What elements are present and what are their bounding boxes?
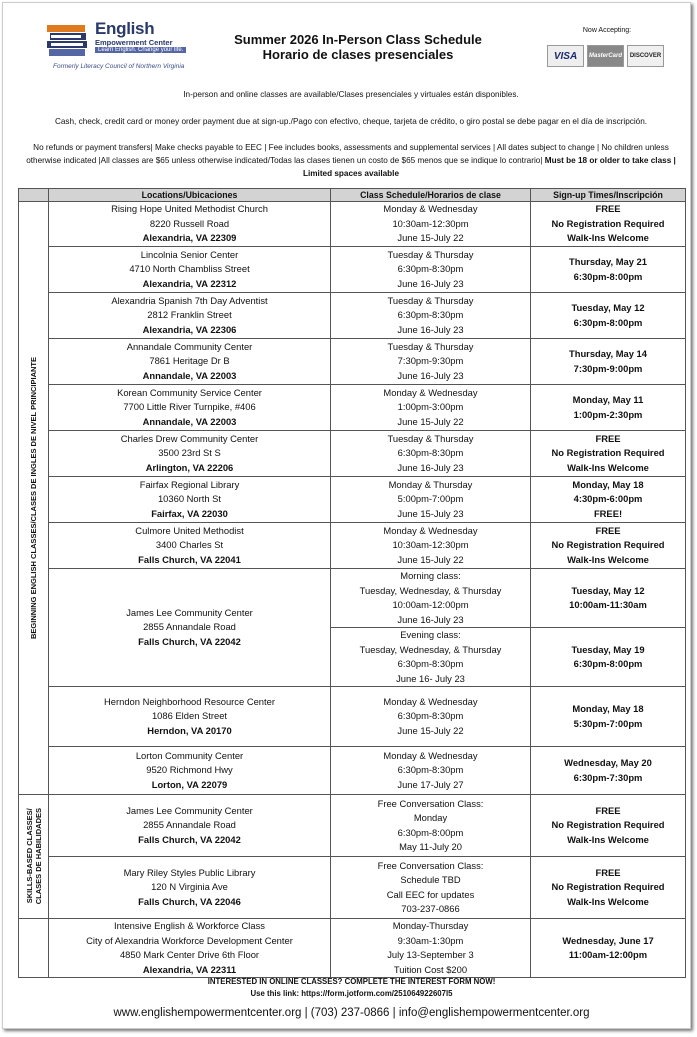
- schedule-cell-line: Morning class:: [400, 570, 461, 581]
- header-blank: [19, 189, 49, 202]
- location-cell-line: James Lee Community Center: [126, 804, 253, 816]
- signup-cell: [531, 523, 686, 569]
- flyer-page: [2, 2, 691, 1029]
- location-cell: [49, 202, 331, 247]
- location-cell-line: Annandale Community Center: [126, 340, 253, 352]
- header-locations: Locations/Ubicaciones: [49, 189, 331, 202]
- section-skills-label: [25, 808, 43, 904]
- signup-cell-line: FREE: [595, 524, 621, 536]
- signup-cell-line: Walk-Ins Welcome: [567, 553, 649, 565]
- location-cell-line: 4850 Mark Center Drive 6th Floor: [119, 949, 260, 960]
- schedule-cell-line: June 16-July 23: [397, 277, 464, 289]
- location-cell-line: 120 N Virginia Ave: [151, 881, 228, 893]
- table-row: [19, 795, 686, 857]
- schedule-cell-line: 6:30pm-8:30pm: [397, 658, 464, 669]
- location-cell-line: James Lee Community Center: [126, 606, 253, 618]
- payment-note: Cash, check, credit card or money order payment due at sign-up./Pago con efectivo, cheque, tarjeta de crédito, o giro postal se debe pagar en el día de inscripción.: [54, 117, 648, 126]
- policy-text: No refunds or payment transfers| Make checks payable to EEC | Fee includes books, assessments and supplemental services | All dates subject to change | No children unless otherwise indicated |All classes are $65 unless otherwise indicated/Todas las clases tienen un costo de $65 menos que se indique lo contrario|: [26, 143, 669, 165]
- schedule-cell-line: Schedule TBD: [400, 874, 461, 885]
- signup-cell-line: FREE: [595, 432, 621, 444]
- location-cell-line: Fairfax Regional Library: [139, 478, 240, 490]
- location-cell: [49, 339, 331, 385]
- location-cell-line: Rising Hope United Methodist Church: [111, 203, 268, 215]
- location-cell-line: Alexandria Spanish 7th Day Adventist: [111, 294, 268, 306]
- schedule-cell-line: Monday & Wednesday: [383, 203, 478, 215]
- location-cell-line: Herndon, VA 20170: [147, 724, 232, 736]
- now-accepting-label: Now Accepting:: [582, 27, 632, 34]
- schedule-cell-line: June 16-July 23: [397, 369, 464, 381]
- signup-cell-line: 1:00pm-2:30pm: [573, 408, 643, 420]
- schedule-cell-line: 6:30pm-8:30pm: [397, 263, 464, 275]
- table-row: [19, 523, 686, 569]
- location-cell-line: City of Alexandria Workforce Development Center: [86, 934, 293, 946]
- signup-cell: [531, 747, 686, 795]
- schedule-cell-line: 5:00pm-7:00pm: [397, 493, 464, 505]
- signup-cell-line: 6:30pm-8:00pm: [573, 270, 643, 282]
- schedule-cell: [331, 202, 531, 247]
- signup-cell-line: FREE: [595, 866, 621, 878]
- schedule-cell-line: Tuesday & Thursday: [387, 294, 474, 306]
- schedule-cell: [331, 747, 531, 795]
- schedule-table: [18, 188, 686, 978]
- location-cell: [49, 857, 331, 919]
- location-cell-line: 4710 North Chambliss Street: [129, 263, 250, 275]
- schedule-cell: [331, 628, 531, 687]
- schedule-cell-line: June 17-July 27: [397, 778, 464, 790]
- schedule-cell: [331, 687, 531, 747]
- logo-former-name: Formerly Literacy Council of Northern Virginia: [53, 63, 185, 70]
- signup-cell: [531, 431, 686, 477]
- signup-cell-line: Tuesday, May 12: [571, 302, 645, 313]
- schedule-cell-line: Call EEC for updates: [386, 888, 475, 900]
- table-header-row: [19, 189, 686, 202]
- schedule-cell-line: Free Conversation Class:: [377, 797, 484, 809]
- schedule-cell: [331, 385, 531, 431]
- location-cell-line: Annandale, VA 22003: [142, 415, 237, 427]
- schedule-cell-line: Tuition Cost $200: [393, 963, 468, 975]
- location-cell-line: 2855 Annandale Road: [143, 819, 236, 831]
- location-cell: [49, 477, 331, 523]
- signup-cell-line: Walk-Ins Welcome: [567, 461, 649, 473]
- signup-cell-line: Tuesday, May 12: [571, 584, 645, 596]
- schedule-cell-line: Tuesday & Thursday: [387, 248, 474, 260]
- location-cell-line: Falls Church, VA 22042: [138, 833, 241, 845]
- table-row: [19, 431, 686, 477]
- location-cell-line: Herndon Neighborhood Resource Center: [104, 695, 275, 707]
- signup-cell: [531, 385, 686, 431]
- signup-cell: [531, 919, 686, 978]
- location-cell-line: 7700 Little River Turnpike, #406: [123, 401, 256, 413]
- section-beginning-label: BEGINNING ENGLISH CLASSES/CLASES DE INGLES DE NIVEL PRINCIPIANTE: [29, 357, 38, 639]
- schedule-cell-line: Monday & Wednesday: [383, 749, 478, 761]
- interest-heading: INTERESTED IN ONLINE CLASSES? COMPLETE THE INTEREST FORM NOW!: [207, 977, 496, 986]
- location-cell-line: 8220 Russell Road: [149, 217, 230, 229]
- signup-cell-line: Monday, May 18: [572, 478, 644, 490]
- location-cell-line: Intensive English & Workforce Class: [114, 920, 265, 931]
- title-spanish: Horario de clases presenciales: [262, 47, 454, 62]
- signup-cell-line: 10:00am-11:30am: [569, 599, 647, 610]
- policy-note: [21, 141, 681, 180]
- section-skills-line: CLASES DE HABILIDADES: [33, 808, 43, 905]
- schedule-cell-line: June 16-July 23: [397, 461, 464, 473]
- schedule-cell-line: May 11-July 20: [399, 841, 462, 852]
- schedule-cell-line: 703-237-0866: [401, 903, 460, 914]
- signup-cell-line: No Registration Required: [551, 217, 665, 229]
- signup-cell-line: 6:30pm-8:00pm: [573, 658, 643, 669]
- signup-cell-line: Monday, May 11: [572, 394, 644, 405]
- books-icon: [45, 21, 91, 61]
- signup-cell: [531, 339, 686, 385]
- location-cell-line: Lorton, VA 22079: [151, 778, 228, 790]
- location-cell: [49, 431, 331, 477]
- schedule-cell-line: July 13-September 3: [387, 949, 474, 960]
- table-row: [19, 293, 686, 339]
- logo-title: English: [95, 19, 155, 38]
- table-row: [19, 919, 686, 978]
- signup-cell-line: Walk-Ins Welcome: [567, 895, 649, 907]
- schedule-cell: [331, 431, 531, 477]
- schedule-cell: [331, 247, 531, 293]
- schedule-cell-line: Tuesday & Thursday: [387, 432, 474, 444]
- location-cell-line: 10360 North St: [157, 493, 222, 505]
- schedule-cell-line: June 15-July 22: [397, 724, 464, 736]
- location-cell-line: Falls Church, VA 22046: [138, 895, 241, 907]
- schedule-cell: [331, 293, 531, 339]
- location-cell-line: 2855 Annandale Road: [143, 621, 236, 633]
- schedule-cell-line: Monday & Wednesday: [383, 695, 478, 707]
- signup-cell-line: Walk-Ins Welcome: [567, 833, 649, 845]
- schedule-cell-line: 10:30am-12:30pm: [392, 539, 469, 551]
- online-interest: [18, 976, 685, 1000]
- signup-cell: [531, 477, 686, 523]
- location-cell-line: Lorton Community Center: [135, 749, 244, 761]
- location-cell: [49, 247, 331, 293]
- location-cell-line: Alexandria, VA 22309: [142, 232, 237, 244]
- location-cell-line: Falls Church, VA 22042: [138, 635, 241, 647]
- location-cell-line: Arlington, VA 22206: [145, 461, 234, 473]
- contact-info[interactable]: www.englishempowermentcenter.org | (703) 237-0866 | info@englishempowermentcenter.org: [113, 1007, 590, 1019]
- signup-cell-line: 6:30pm-7:30pm: [573, 771, 643, 783]
- signup-cell-line: 4:30pm-6:00pm: [573, 493, 643, 505]
- signup-cell-line: Thursday, May 14: [569, 348, 647, 359]
- schedule-cell-line: Monday & Wednesday: [383, 524, 478, 536]
- signup-cell-line: No Registration Required: [551, 447, 665, 459]
- location-cell-line: 3400 Charles St: [155, 539, 224, 551]
- location-cell: [49, 523, 331, 569]
- location-cell-line: Fairfax, VA 22030: [151, 507, 228, 519]
- location-cell-line: Culmore United Methodist: [135, 524, 244, 536]
- schedule-cell-line: Evening class:: [400, 629, 461, 640]
- schedule-cell: [331, 857, 531, 919]
- logo-subtitle: Empowerment Center: [95, 38, 173, 47]
- payment-cards: [547, 45, 664, 67]
- schedule-cell: [331, 339, 531, 385]
- location-cell: [49, 747, 331, 795]
- table-row: [19, 339, 686, 385]
- discover-card-icon: DISCOVER: [627, 45, 664, 67]
- policy-text-bold: Must be 18 or older to take class | Limited spaces available: [302, 156, 676, 178]
- signup-cell-line: 11:00am-12:00pm: [568, 949, 648, 960]
- schedule-cell-line: Monday-Thursday: [392, 920, 469, 931]
- schedule-cell: [331, 523, 531, 569]
- location-cell-line: Falls Church, VA 22041: [138, 553, 241, 565]
- schedule-cell-line: 10:30am-12:30pm: [392, 217, 469, 229]
- table-row: [19, 857, 686, 919]
- location-cell: [49, 795, 331, 857]
- schedule-cell-line: Tuesday & Thursday: [387, 340, 474, 352]
- schedule-cell-line: June 16-July 23: [397, 613, 464, 625]
- signup-cell-line: FREE!: [593, 507, 623, 519]
- schedule-cell-line: 9:30am-1:30pm: [397, 934, 464, 946]
- signup-cell: [531, 795, 686, 857]
- location-cell-line: 1086 Elden Street: [151, 710, 228, 722]
- schedule-cell-line: 1:00pm-3:00pm: [397, 401, 464, 413]
- location-cell-line: 2812 Franklin Street: [147, 309, 232, 321]
- signup-cell-line: Wednesday, May 20: [564, 757, 652, 768]
- signup-cell-line: No Registration Required: [551, 819, 665, 831]
- schedule-cell: [331, 569, 531, 628]
- visa-card-icon: VISA: [547, 45, 584, 67]
- signup-cell: [531, 628, 686, 687]
- schedule-cell-line: June 15-July 23: [397, 507, 464, 519]
- signup-cell-line: No Registration Required: [551, 881, 665, 893]
- schedule-cell-line: 6:30pm-8:00pm: [397, 826, 464, 838]
- location-cell-line: Alexandria, VA 22312: [142, 277, 237, 289]
- schedule-cell: [331, 477, 531, 523]
- schedule-cell: [331, 919, 531, 978]
- section-label-cell: [19, 795, 49, 919]
- signup-cell: [531, 202, 686, 247]
- page-title: [208, 32, 508, 62]
- location-cell-line: 3500 23rd St S: [158, 447, 221, 459]
- signup-cell: [531, 293, 686, 339]
- location-cell-line: 7861 Heritage Dr B: [149, 355, 230, 367]
- table-row: [19, 477, 686, 523]
- section-label-cell: [19, 919, 49, 978]
- schedule-cell: [331, 795, 531, 857]
- schedule-cell-line: June 16- July 23: [396, 672, 465, 684]
- section-label-cell: [19, 202, 49, 795]
- signup-cell: [531, 569, 686, 628]
- schedule-cell-line: 6:30pm-8:30pm: [397, 710, 464, 722]
- table-row: [19, 247, 686, 293]
- location-cell-line: Alexandria, VA 22311: [142, 963, 237, 975]
- location-cell-line: Korean Community Service Center: [117, 386, 262, 398]
- signup-cell-line: 5:30pm-7:00pm: [573, 717, 643, 729]
- title-english: Summer 2026 In-Person Class Schedule: [234, 32, 482, 47]
- logo-tagline: Learn English. Change your life.: [95, 47, 186, 53]
- location-cell-line: Charles Drew Community Center: [120, 432, 259, 444]
- header-signup: Sign-up Times/Inscripción: [531, 189, 686, 202]
- location-cell-line: 9520 Richmond Hwy: [146, 764, 233, 776]
- schedule-cell-line: Monday: [413, 812, 448, 823]
- schedule-cell-line: Tuesday, Wednesday, & Thursday: [359, 584, 502, 596]
- signup-cell-line: Walk-Ins Welcome: [567, 232, 649, 244]
- table-row: [19, 202, 686, 247]
- table-row: [19, 385, 686, 431]
- location-cell: [49, 293, 331, 339]
- signup-cell-line: 7:30pm-9:00pm: [573, 362, 643, 374]
- signup-cell: [531, 247, 686, 293]
- schedule-cell-line: 6:30pm-8:30pm: [397, 309, 464, 321]
- schedule-cell-line: June 15-July 22: [397, 232, 464, 244]
- location-cell-line: Mary Riley Styles Public Library: [123, 866, 256, 878]
- location-cell-line: Alexandria, VA 22306: [142, 323, 237, 335]
- schedule-cell-line: Free Conversation Class:: [377, 859, 484, 871]
- header-schedule: Class Schedule/Horarios de clase: [331, 189, 531, 202]
- signup-cell-line: Monday, May 18: [572, 703, 644, 714]
- eec-logo: [45, 19, 195, 71]
- location-cell: [49, 385, 331, 431]
- table-row: [19, 569, 686, 628]
- signup-cell-line: Thursday, May 21: [569, 256, 647, 267]
- signup-cell-line: 6:30pm-8:00pm: [573, 316, 643, 328]
- signup-cell: [531, 687, 686, 747]
- location-cell: [49, 687, 331, 747]
- schedule-cell-line: 7:30pm-9:30pm: [397, 355, 464, 367]
- signup-cell-line: Wednesday, June 17: [562, 934, 654, 946]
- table-row: [19, 687, 686, 747]
- schedule-cell-line: June 15-July 22: [397, 415, 464, 427]
- mastercard-icon: MasterCard: [587, 45, 624, 67]
- schedule-cell-line: Monday & Thursday: [388, 478, 473, 490]
- availability-note: In-person and online classes are available/Clases presenciales y virtuales están disponibles.: [183, 90, 519, 99]
- location-cell-line: Annandale, VA 22003: [142, 369, 237, 381]
- table-row: [19, 747, 686, 795]
- schedule-cell-line: Monday & Wednesday: [383, 386, 478, 398]
- signup-cell-line: FREE: [595, 804, 621, 816]
- signup-cell-line: No Registration Required: [551, 539, 665, 551]
- schedule-cell-line: 6:30pm-8:30pm: [397, 447, 464, 459]
- interest-form-link[interactable]: Use this link: https://form.jotform.com/251064922607l5: [250, 989, 453, 998]
- signup-cell-line: FREE: [595, 203, 621, 215]
- schedule-cell-line: 10:00am-12:00pm: [392, 599, 469, 610]
- signup-cell: [531, 857, 686, 919]
- section-skills-line: SKILLS-BASED CLASSES/: [24, 808, 34, 904]
- schedule-cell-line: June 16-July 23: [397, 323, 464, 335]
- location-cell: [49, 919, 331, 978]
- location-cell: [49, 569, 331, 687]
- schedule-cell-line: June 15-July 22: [397, 553, 464, 565]
- signup-cell-line: Tuesday, May 19: [571, 643, 645, 655]
- schedule-cell-line: 6:30pm-8:30pm: [397, 764, 464, 776]
- schedule-cell-line: Tuesday, Wednesday, & Thursday: [359, 643, 502, 655]
- location-cell-line: Lincolnia Senior Center: [140, 248, 239, 260]
